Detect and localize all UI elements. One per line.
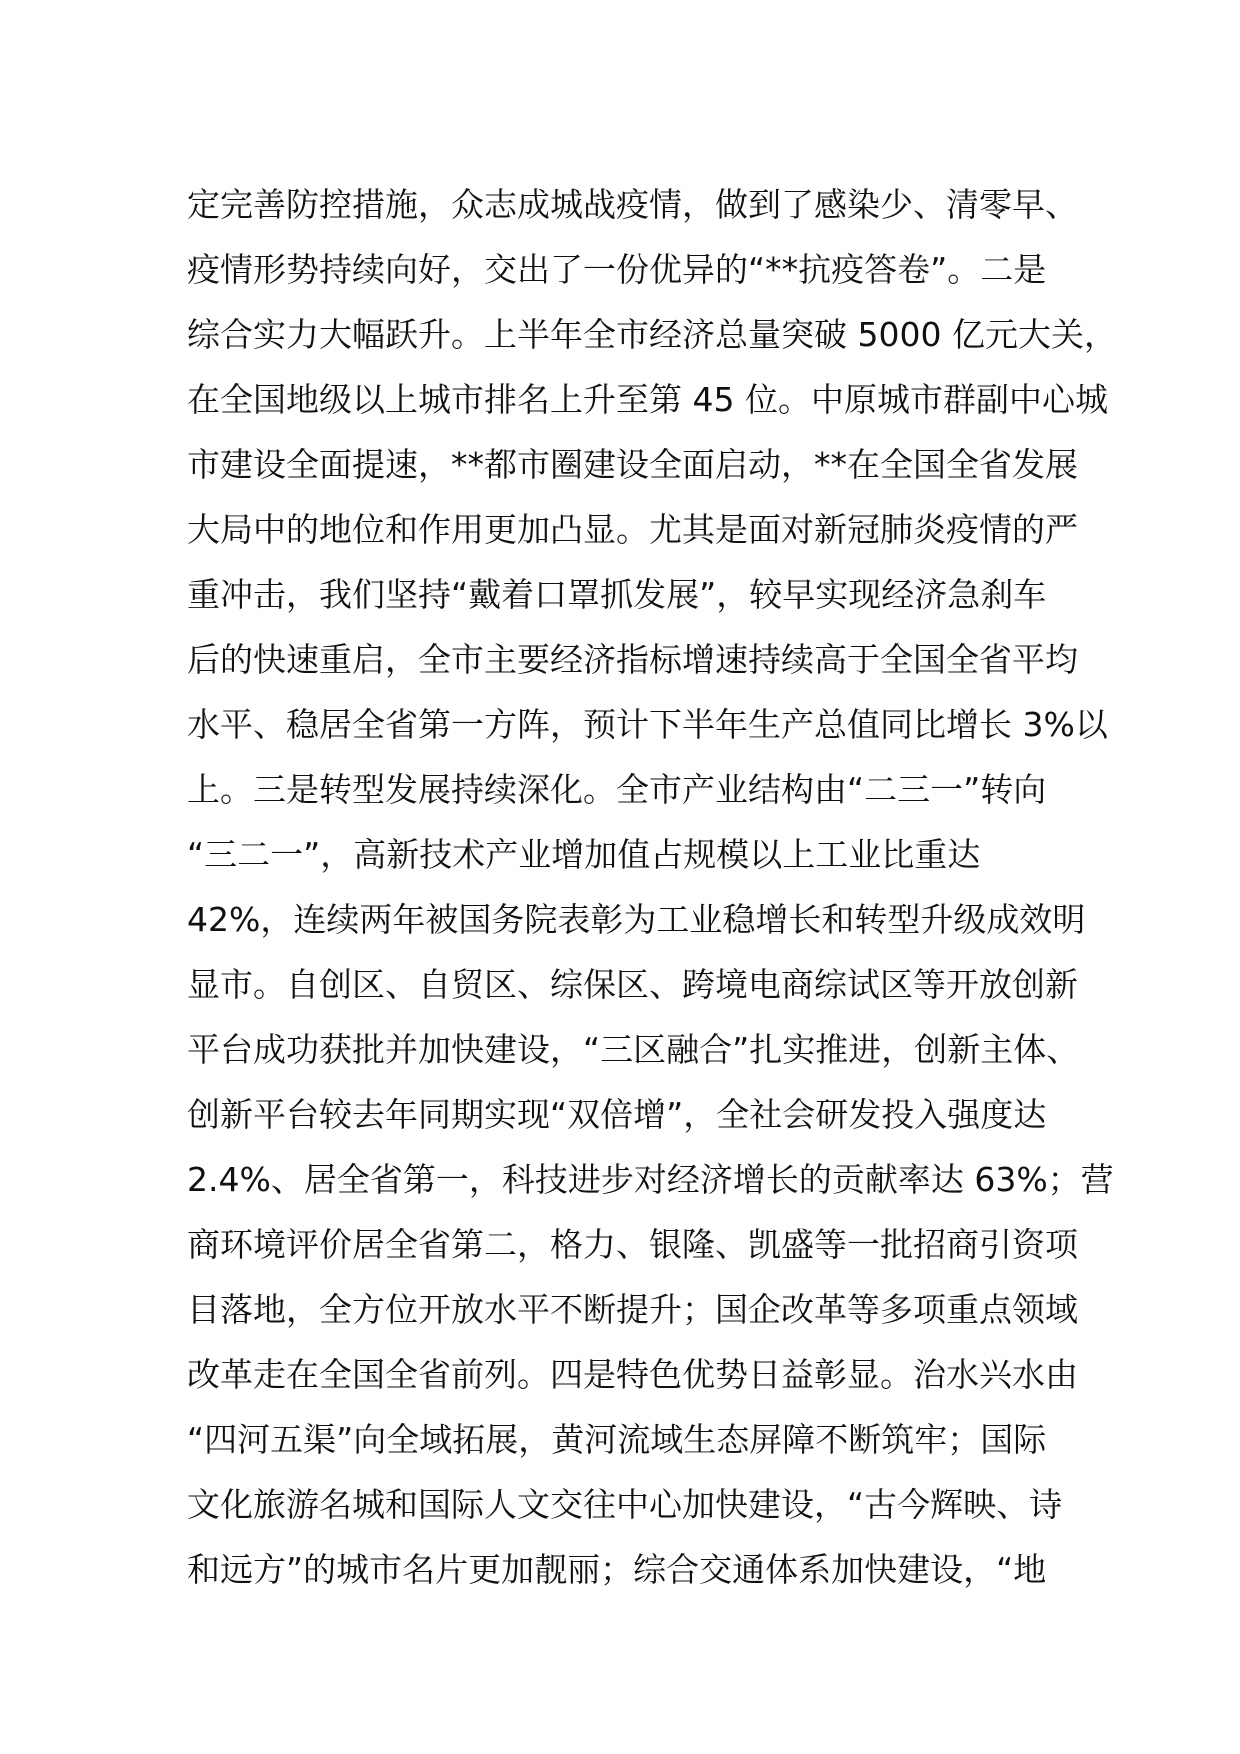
- text-line-14: 平台成功获批并加快建设，“三区融合”扎实推进，创新主体、: [187, 1030, 1080, 1069]
- text-line-20: “四河五渠”向全域拓展，黄河流域生态屏障不断筑牢；国际: [187, 1420, 1047, 1459]
- text-line-8: 后的快速重启，全市主要经济指标增速持续高于全国全省平均: [187, 640, 1078, 679]
- text-line-18: 目落地，全方位开放水平不断提升；国企改革等多项重点领域: [187, 1290, 1078, 1329]
- text-line-7: 重冲击，我们坚持“戴着口罩抓发展”，较早实现经济急刹车: [187, 575, 1047, 614]
- text-line-13: 显市。自创区、自贸区、综保区、跨境电商综试区等开放创新: [187, 965, 1078, 1004]
- text-line-12: 42%，连续两年被国务院表彰为工业稳增长和转型升级成效明: [187, 900, 1086, 939]
- text-line-6: 大局中的地位和作用更加凸显。尤其是面对新冠肺炎疫情的严: [187, 510, 1078, 549]
- text-line-11: “三二一”，高新技术产业增加值占规模以上工业比重达: [187, 835, 981, 874]
- text-line-21: 文化旅游名城和国际人文交往中心加快建设，“古今辉映、诗: [187, 1485, 1063, 1524]
- text-line-9: 水平、稳居全省第一方阵，预计下半年生产总值同比增长 3%以: [187, 705, 1108, 744]
- text-line-1: 定完善防控措施，众志成城战疫情，做到了感染少、清零早、: [187, 185, 1078, 224]
- text-line-4: 在全国地级以上城市排名上升至第 45 位。中原城市群副中心城: [187, 380, 1108, 419]
- text-line-19: 改革走在全国全省前列。四是特色优势日益彰显。治水兴水由: [187, 1355, 1078, 1394]
- text-line-3: 综合实力大幅跃升。上半年全市经济总量突破 5000 亿元大关，: [187, 315, 1117, 354]
- text-line-2: 疫情形势持续向好，交出了一份优异的“**抗疫答卷”。二是: [187, 250, 1047, 289]
- text-line-5: 市建设全面提速，**都市圈建设全面启动，**在全国全省发展: [187, 445, 1078, 484]
- text-line-15: 创新平台较去年同期实现“双倍增”，全社会研发投入强度达: [187, 1095, 1047, 1134]
- body-paragraph: [187, 172, 1117, 1602]
- text-line-16: 2.4%、居全省第一，科技进步对经济增长的贡献率达 63%；营: [187, 1160, 1114, 1199]
- text-line-22: 和远方”的城市名片更加靓丽；综合交通体系加快建设，“地: [187, 1550, 1047, 1589]
- text-line-17: 商环境评价居全省第二，格力、银隆、凯盛等一批招商引资项: [187, 1225, 1078, 1264]
- text-line-10: 上。三是转型发展持续深化。全市产业结构由“二三一”转向: [187, 770, 1047, 809]
